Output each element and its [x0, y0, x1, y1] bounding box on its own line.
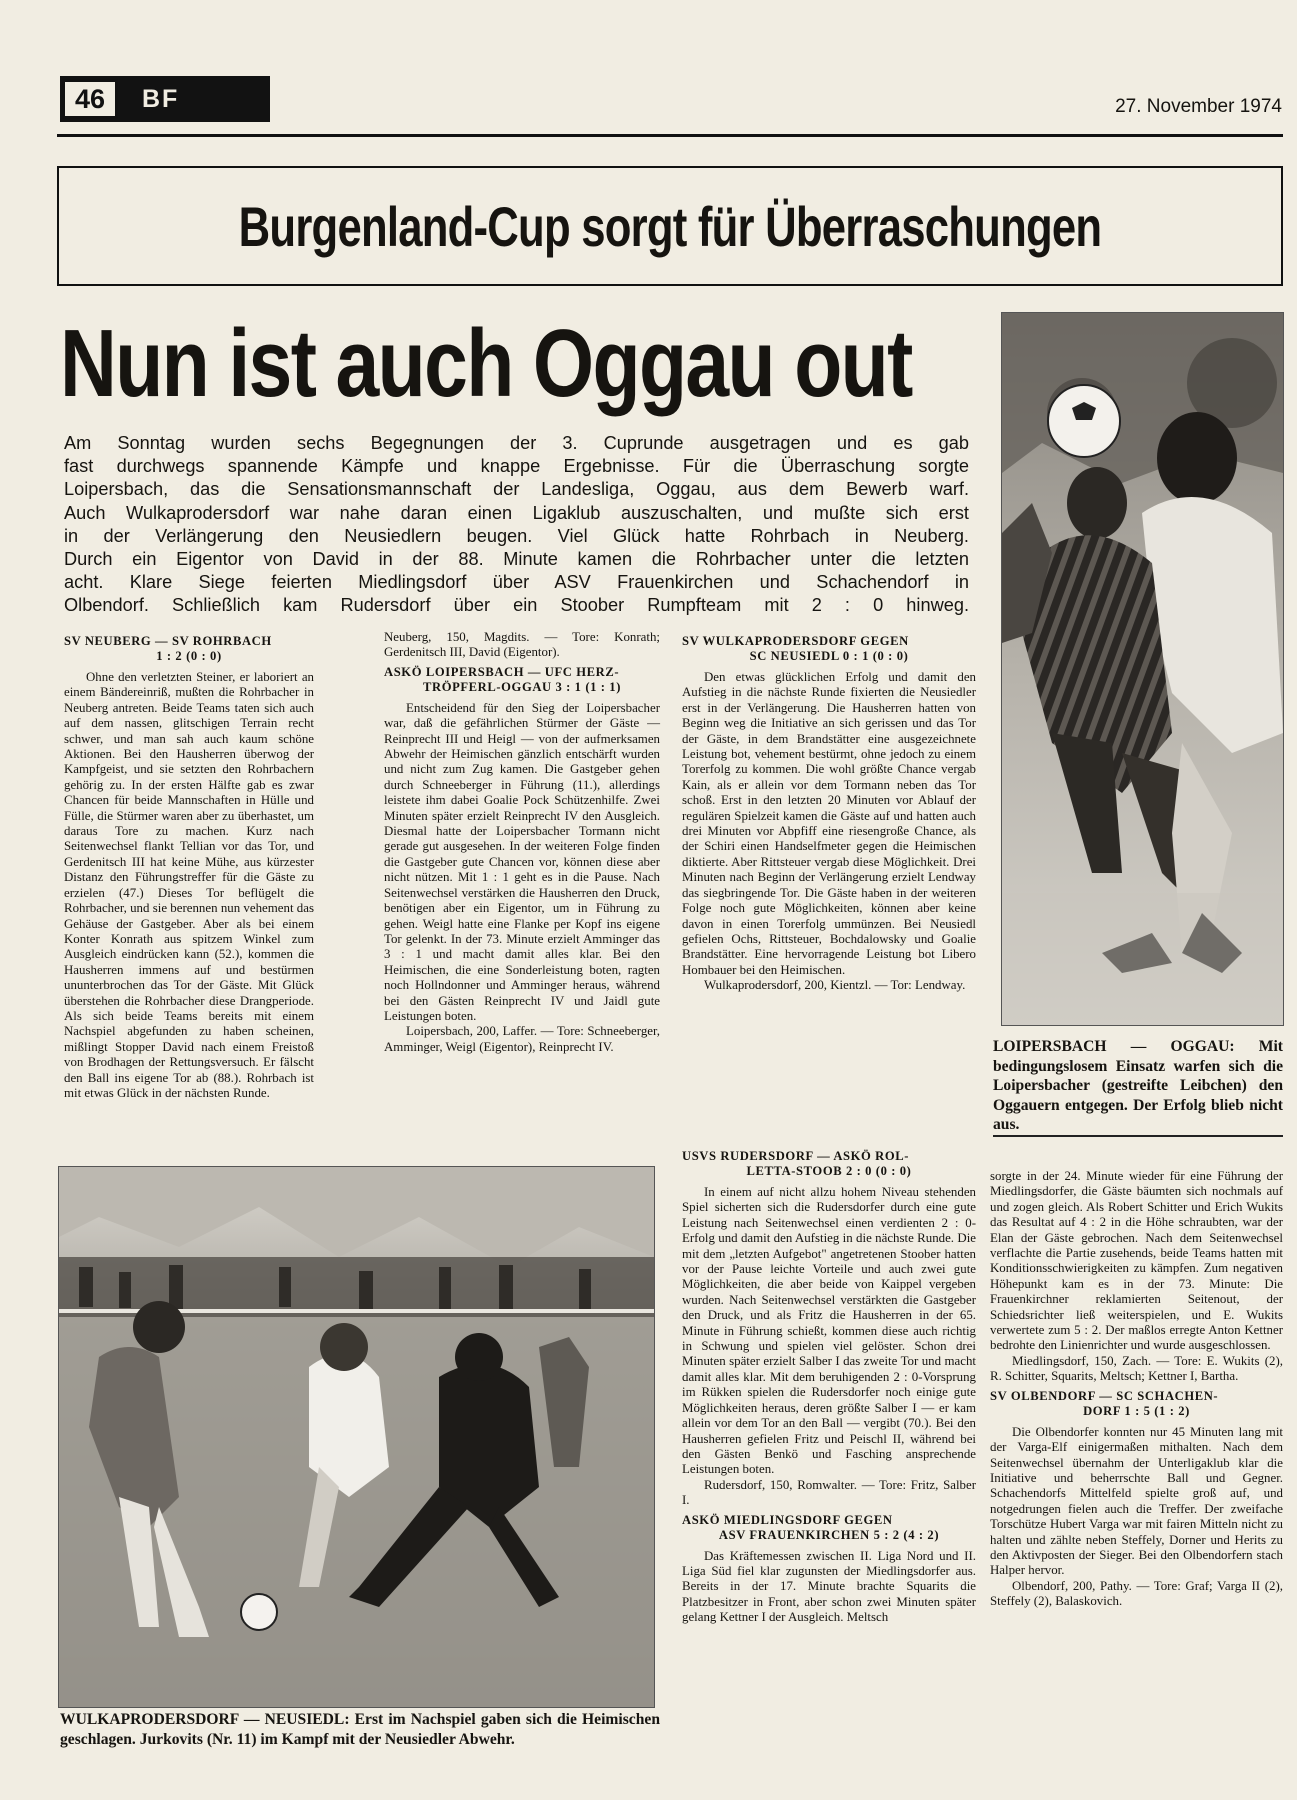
lead-line: acht. Klare Siege feierten Miedlingsdorf über ASV Frauenkirchen und Schachendorf in [64, 572, 969, 593]
lineup-miedlingsdorf: Miedlingsdorf, 150, Zach. — Tore: E. Wukits (2), R. Schitter, Squarits, Meltsch; Kettner I, Bartha. [990, 1353, 1283, 1384]
lineup-neuberg: Neuberg, 150, Magdits. — Tore: Konrath; Gerdenitsch III, David (Eigentor). [384, 630, 660, 660]
photo-loipersbach-oggau [1001, 312, 1284, 1026]
header-rule [57, 134, 1283, 137]
match-heading-wulkaprodersdorf-neusiedl [682, 634, 976, 664]
heading-score: ASV FRAUENKIRCHEN 5 : 2 (4 : 2) [718, 1527, 940, 1542]
column-3b [682, 1145, 976, 1626]
heading-line: SV NEUBERG — SV ROHRBACH [64, 634, 272, 648]
match-report-continued: sorgte in der 24. Minute wieder für eine Führung der Miedlingsdorfer, die Gäste bäumten sich nochmals auf und zogen gleich. Als Robert Schitter und Erich Wukits das Resultat auf 4 : 2 in die Höhe schraubten, war der Elan der Gäste gebrochen. Nach dem Seitenwechsel verflachte die Partie zusehends, beide Teams hatten mit Konditionsschwierigkeiten zu kämpfen. Zum negativen Höhepunkt kam es in der 73. Minute: Die Frauenkirchner reklamierten Seitenout, der Schiedsrichter ließ weiterspielen, und E. Wukits verwertete zum 5 : 2. Der maßlos erregte Anton Kettner bedrohte den Linienrichter und wurde ausgeschlossen. [990, 1169, 1283, 1353]
heading-score: LETTA-STOOB 2 : 0 (0 : 0) [746, 1164, 912, 1178]
page-number: 46 [62, 79, 118, 119]
lineup-wulkaprodersdorf: Wulkaprodersdorf, 200, Kientzl. — Tor: Lendway. [704, 978, 966, 993]
lead-line: in der Verlängerung den Neusiedlern beugen. Viel Glück hatte Rohrbach in Neuberg. [64, 525, 969, 546]
photo-wulkaprodersdorf-neusiedl [58, 1166, 655, 1708]
lead-line: Olbendorf. Schließlich kam Rudersdorf über ein Stoober Rumpfteam mit 2 : 0 hinweg. [64, 595, 969, 616]
lineup-rudersdorf: Rudersdorf, 150, Romwalter. — Tore: Fritz, Salber I. [682, 1477, 976, 1508]
heading-score: SC NEUSIEDL 0 : 1 (0 : 0) [749, 649, 909, 663]
heading-line: SV WULKAPRODERSDORF GEGEN [682, 634, 909, 648]
section-label: BF [142, 84, 180, 113]
heading-score: DORF 1 : 5 (1 : 2) [1083, 1403, 1190, 1418]
match-report: Entscheidend für den Sieg der Loipersbacher war, daß die gefährlichen Stürmer der Gäste — Reinprecht III und Heigl — von der aufmerksamen Abwehr der Heimischen gänzlich entschärft wurden und nicht zum Zug kamen. Die Gastgeber gehen durch Schneeberger in Führung (11.), allerdings leistete ihm dabei Goalie Pock Schützenhilfe. Zwei Minuten später erzielt Reinprecht IV den Ausgleich. Diesmal hatte der Loipersbacher Tormann nicht gerade gut ausgesehen. In der weiteren Folge finden die Gastgeber gute Chancen vor, können diese aber nicht nützen. Mit 1 : 1 geht es in die Pause. Nach Seitenwechsel verstärken die Hausherren den Druck, benötigen aber ein Eigentor, um in Führung zu gehen. Weigl hatte eine Flanke per Kopf ins eigene Tor gelenkt. In der 73. Minute erzielt Amminger das 3 : 1 und macht damit alles klar. Bei den Heimischen, die eine Sonderleistung boten, ragten noch Hollndonner und Amminger heraus, während bei den Gästen Reinprecht IV und Jaidl gute Leistungen boten. [384, 700, 660, 1023]
match-heading-rudersdorf-stoob [682, 1149, 976, 1179]
lead-line: Durch ein Eigentor von David in der 88. Minute kamen die Rohrbacher unter die letzten [64, 549, 969, 570]
heading-score: TRÖPFERL-OGGAU 3 : 1 (1 : 1) [423, 679, 621, 694]
lineup-loipersbach: Loipersbach, 200, Laffer. — Tore: Schneeberger, Amminger, Weigl (Eigentor), Reinprecht IV. [384, 1024, 660, 1054]
heading-score: 1 : 2 (0 : 0) [156, 649, 222, 663]
column-3 [682, 630, 976, 994]
heading-line: USVS RUDERSDORF — ASKÖ ROL- [682, 1149, 910, 1163]
column-2 [384, 630, 660, 1055]
match-report: Die Olbendorfer konnten nur 45 Minuten lang mit der Varga-Elf einigermaßen mithalten. Nach dem Seitenwechsel übernahm der Unterligaklub klar die Initiative und beherrschte Ball und Gegner. Schachendorfs Mittelfeld spielte groß auf, und notgedrungen fielen auch die Treffer. Der zweifache Torschütze Hubert Varga war mit fairen Mitteln nicht zu halten und zählte neben Steffely, Dorner und Herits zu den Aktivposten der Sieger. Bei den Olbendorfern stach Halper hervor. [990, 1424, 1283, 1578]
lead-line: Loipersbach, das die Sensationsmannschaft der Landesliga, Oggau, aus dem Bewerb warf. [64, 479, 969, 500]
heading-line: ASKÖ LOIPERSBACH — UFC HERZ- [384, 664, 620, 679]
issue-date: 27. November 1974 [1115, 96, 1282, 117]
lead-line: fast durchwegs spannende Kämpfe und knappe Ergebnisse. Für die Überraschung sorgte [64, 456, 969, 477]
lineup-olbendorf: Olbendorf, 200, Pathy. — Tore: Graf; Varga II (2), Steffely (2), Balaskovich. [990, 1578, 1283, 1609]
caption-rule [993, 1135, 1283, 1137]
match-heading-neuberg-rohrbach [64, 634, 314, 664]
heading-line: SV OLBENDORF — SC SCHACHEN- [990, 1388, 1219, 1403]
match-report: In einem auf nicht allzu hohem Niveau stehenden Spiel sicherten sich die Rudersdorfer durch eine gute Leistung nach Seitenwechsel einen verdienten 2 : 0-Erfolg und damit den Aufstieg in die nächste Runde. Die mit dem „letzten Aufgebot" angetretenen Stoober hatten vor der Pause leichte Vorteile und auch zwei gute Möglichkeiten, die aber beide von Kaippel vergeben wurden. Nach Seitenwechsel verstärkten die Gastgeber den Druck, und als Fritz die Hausherren in der 65. Minute in Führung schießt, kommen diese auch richtig in Schwung und spielen viel gelöster. Schon drei Minuten später erzielt Salber I das zweite Tor und macht damit alles klar. Mit dem beruhigenden 2 : 0-Vorsprung im Rükken spielen die Rudersdorfer noch einige gute Möglichkeiten heraus, deren größte Salber I — er kam allein vor dem Tor an den Ball — vergibt (70.). Bei den Hausherren gefielen Fritz und Peischl II, während bei den Gästen Benkö und Fasching ansprechende Leistungen boten. [682, 1185, 976, 1477]
match-report: Den etwas glücklichen Erfolg und damit den Aufstieg in die nächste Runde fixierten die Neusiedler erst in der Verlängerung. Die Hausherren hatten von Beginn weg die Initiative an sich gerissen und das Tor der Gäste, in dem Brandstätter eine ausgezeichnete Leistung bot, vehement bestürmt, ohne jedoch zu einem Torerfolg zu kommen. Die wohl größte Chance vergab Kain, als er allein vor dem Tormann neben das Tor schoß. Erst in den letzten 20 Minuten vor Ablauf der regulären Spielzeit kamen die Gäste auf und hatten auch drei Minuten vor Abpfiff eine riesengroße Chance, als der Schiri einen Handselfmeter gegen die Heimischen diktierte. Aber Rittsteuer vergab diese Möglichkeit. Drei Minuten nach Beginn der Verlängerung erzielt Lendway das siegbringende Tor. Die Gäste haben in der weiteren Folge noch gute Möglichkeiten, können aber keine davon in einen Torerfolg ummünzen. Bei Neusiedl gefielen Ochs, Rittsteuer, Bochdalowsky und Goalie Brandstätter. Eine hervorragende Leistung bot Libero Hombauer bei den Heimischen. [682, 670, 976, 977]
photo-image [59, 1167, 654, 1707]
kicker-box [57, 166, 1283, 286]
lead-line: Am Sonntag wurden sechs Begegnungen der 3. Cuprunde ausgetragen und es gab [64, 433, 969, 453]
lead-line: Auch Wulkaprodersdorf war nahe daran einen Ligaklub auszuschalten, und mußte sich erst [64, 502, 969, 523]
column-4 [990, 1169, 1283, 1610]
photo-image [1002, 313, 1283, 1025]
match-heading-miedlingsdorf-frauenkirchen [682, 1513, 976, 1543]
page-header-box [60, 76, 270, 122]
kicker-title: Burgenland-Cup sorgt für Überraschungen [238, 194, 1102, 258]
column-1 [64, 630, 314, 1101]
match-report: Das Kräftemessen zwischen II. Liga Nord und II. Liga Süd fiel klar zugunsten der Miedlingsdorfer aus. Bereits in der 17. Minute brachte Squarits die Platzbesitzer in Front, aber schon zwei Minuten später gelang Kettner I der Ausgleich. Meltsch [682, 1548, 976, 1625]
headline: Nun ist auch Oggau out [60, 310, 912, 417]
caption-bottom-left: WULKAPRODERSDORF — NEUSIEDL: Erst im Nachspiel gaben sich die Heimischen geschlagen. Jurkovits (Nr. 11) im Kampf mit der Neusiedler Abwehr. [60, 1711, 660, 1748]
caption-top-right: LOIPERSBACH — OGGAU: Mit bedingungslosem Einsatz warfen sich die Loipersbacher (gestreifte Leibchen) den Oggauern entgegen. Der Erfolg blieb nicht aus. [993, 1038, 1283, 1133]
match-report: Ohne den verletzten Steiner, er laboriert an einem Bändereinriß, mußten die Rohrbacher in Neuberg antreten. Beide Teams taten sich auch auf dem nassen, glitschigen Terrain recht schwer, und man sah auch kaum schöne Aktionen. Bei den Hausherren überwog der Kampfgeist, und sie setzten den Rohrbachern gehörig zu. In der ersten Hälfte gab es zwar Chancen für beide Mannschaften in Hülle und Fülle, die Stürmer waren aber zu überhastet, um daraus Tore zu machen. Kurz nach Seitenwechsel flankt Tellian vor das Tor, und Gerdenitsch III hat keine Mühe, aus kürzester Distanz den Führungstreffer für die Gäste zu erzielen (47.) Dieses Tor beflügelt die Rohrbacher, und sie berennen nun vehement das Gehäuse der Gastgeber. Aber als bei einem Konter Konrath aus spitzem Winkel zum Ausgleich eindrücken kann (52.), kommen die Hausherren immens auf und bestürmen ununterbrochen das Tor der Gäste. Mit Glück überstehen die Rohrbacher diese Drangperiode. Als sich beide Teams bereits mit einem Nachspiel abgefunden zu haben scheinen, mißlingt Stopper David nach einem Freistoß von Brodhagen der Rettungsversuch. Er fälscht den Ball ins eigene Tor ab (88.). Rohrbach ist mit etwas Glück in der nächsten Runde. [64, 670, 314, 1100]
lead-paragraph [64, 432, 969, 618]
match-heading-olbendorf-schachendorf [990, 1389, 1283, 1419]
match-heading-loipersbach-oggau [384, 665, 660, 695]
heading-line: ASKÖ MIEDLINGSDORF GEGEN [682, 1512, 893, 1527]
